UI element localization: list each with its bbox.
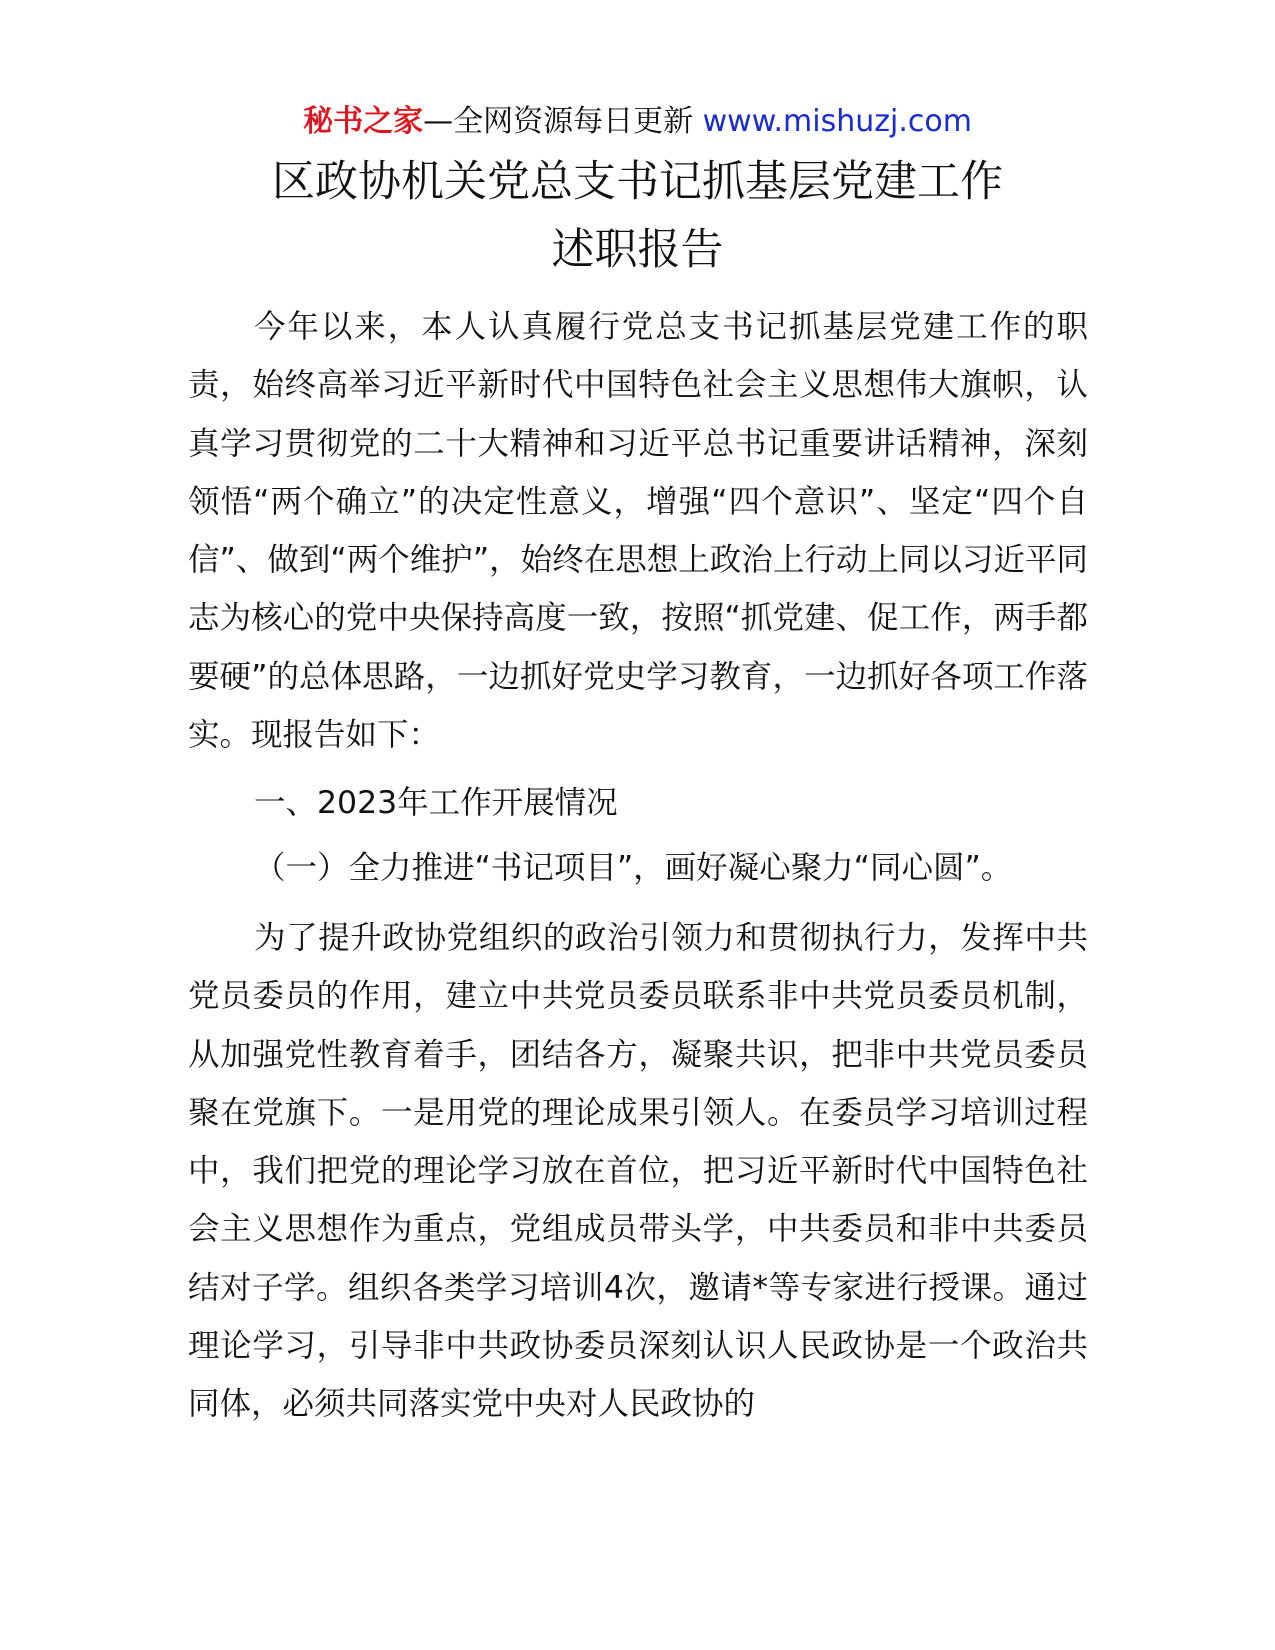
subsection-heading: （一）全力推进“书记项目”，画好凝心聚力“同心圆”。 <box>254 849 1013 886</box>
intro-paragraph: 今年以来，本人认真履行党总支书记抓基层党建工作的职责，始终高举习近平新时代中国特色社会主义思想伟大旗帜，认真学习贯彻党的二十大精神和习近平总书记重要讲话精神，深刻领悟“两个确立”的决定性意义，增强“四个意识”、坚定“四个自信”、做到“两个维护”，始终在思想上政治上行动上同以习近平同志为核心的党中央保持高度一致，按照“抓党建、促工作，两手都要硬”的总体思路，一边抓好党史学习教育，一边抓好各项工作落实。现报告如下： <box>188 309 1088 754</box>
body-paragraph: 为了提升政协党组织的政治引领力和贯彻执行力，发挥中共党员委员的作用，建立中共党员委员联系非中共党员委员机制，从加强党性教育着手，团结各方，凝聚共识，把非中共党员委员聚在党旗下。一是用党的理论成果引领人。在委员学习培训过程中，我们把党的理论学习放在首位，把习近平新时代中国特色社会主义思想作为重点，党组成员带头学，中共委员和非中共委员结对子学。组织各类学习培训4次，邀请*等专家进行授课。通过理论学习，引导非中共政协委员深刻认识人民政协是一个政治共同体，必须共同落实党中央对人民政协的 <box>188 919 1088 1423</box>
site-url-link[interactable]: www.mishuzj.com <box>702 104 972 139</box>
site-tagline: —全网资源每日更新 <box>423 104 694 139</box>
document-title-line-2: 述职报告 <box>551 225 724 275</box>
document-title-line-1: 区政协机关党总支书记抓基层党建工作 <box>272 157 1003 207</box>
section-heading: 一、2023年工作开展情况 <box>254 785 618 822</box>
document-body <box>188 298 1088 1434</box>
site-name: 秘书之家 <box>303 104 424 139</box>
site-header <box>0 100 1275 144</box>
